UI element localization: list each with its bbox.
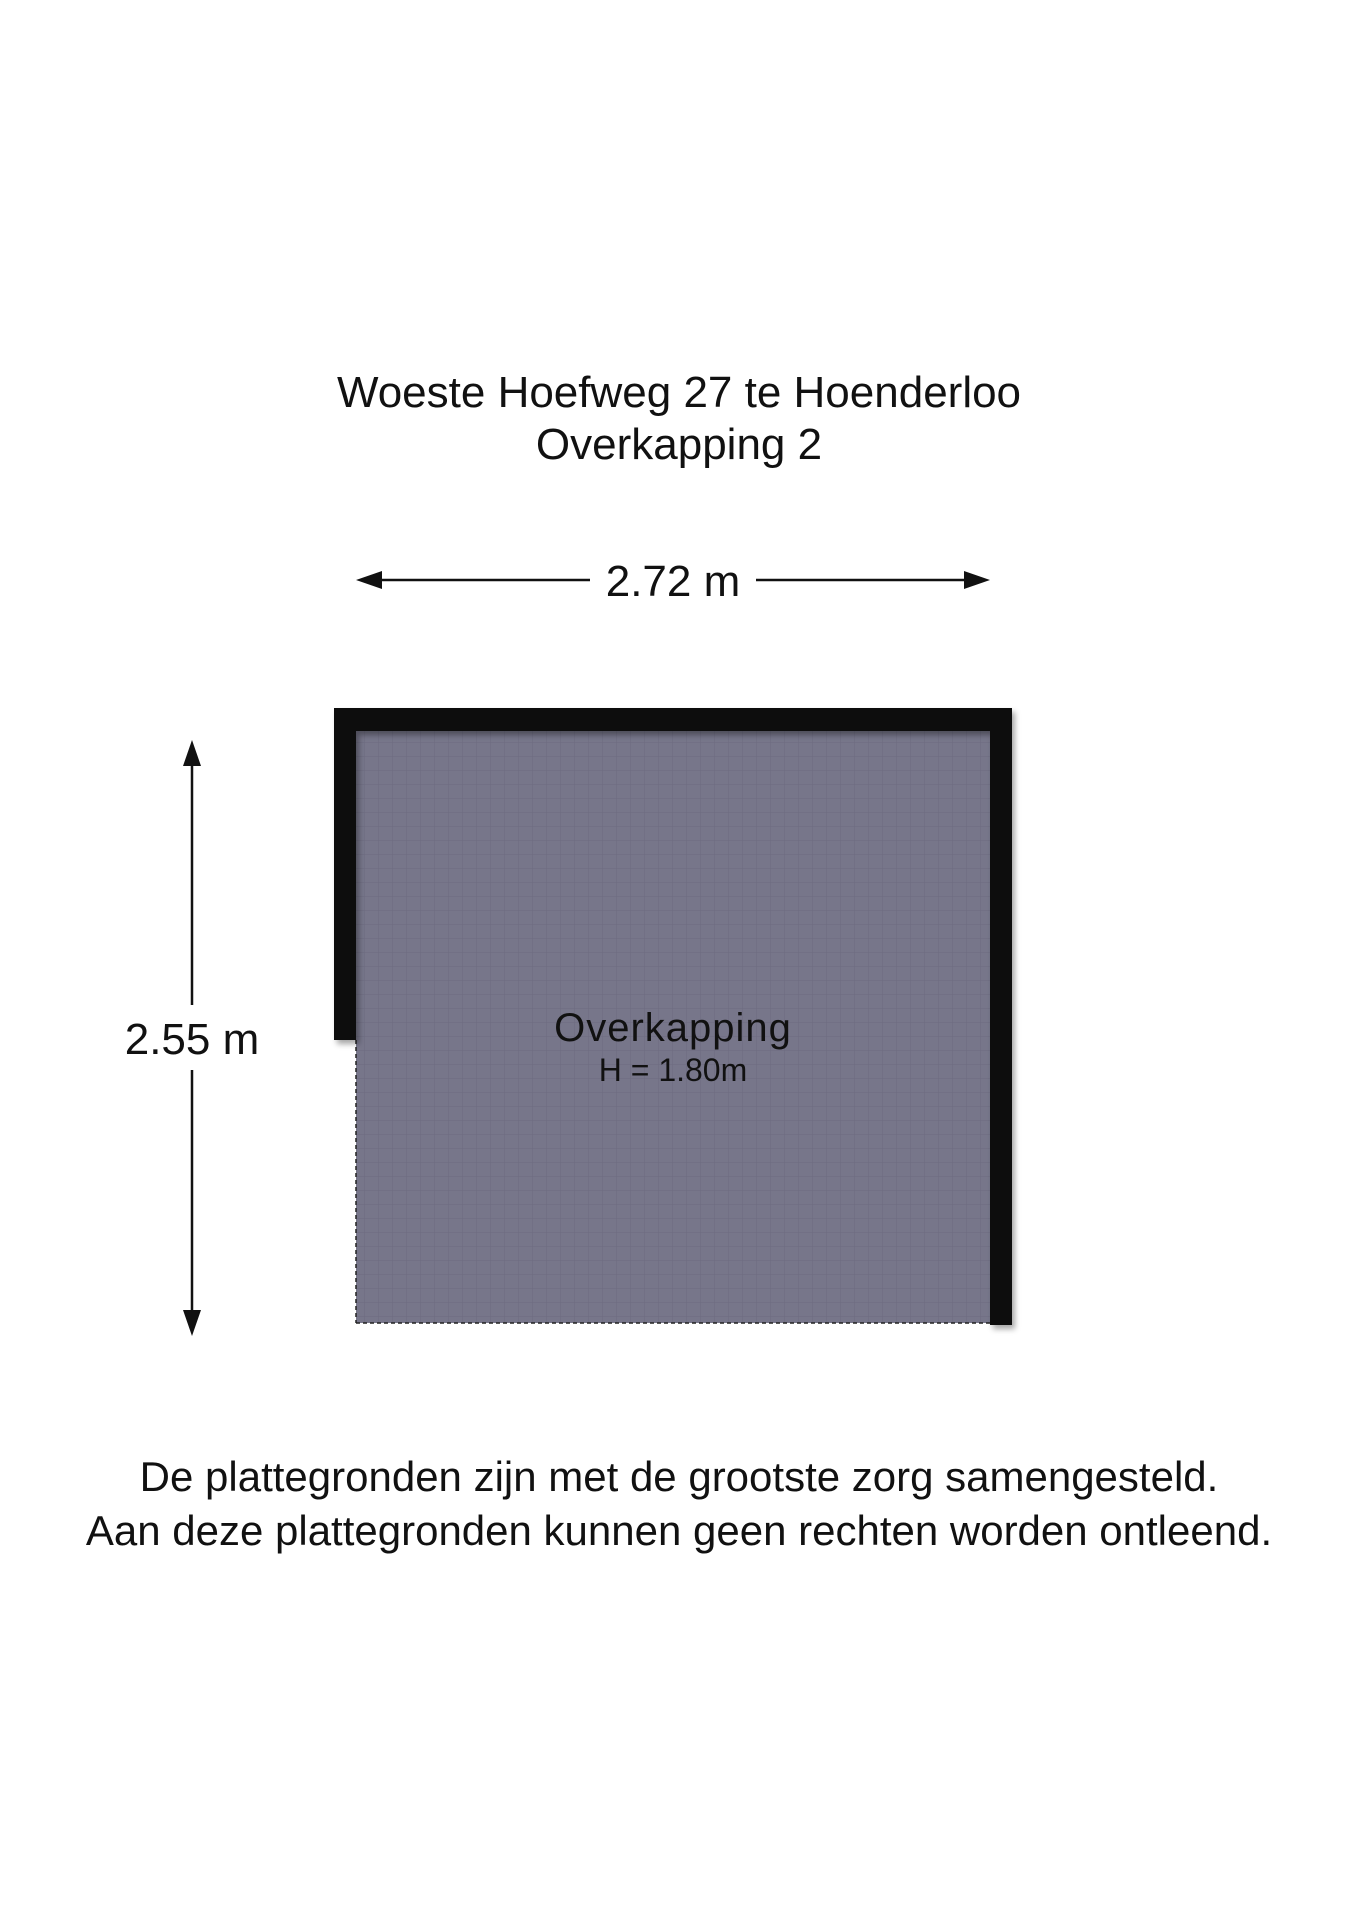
depth-arrow-up-icon [183, 740, 201, 766]
depth-arrow-down-icon [183, 1310, 201, 1336]
width-dimension [356, 557, 990, 606]
wall-left [334, 708, 356, 1040]
width-arrow-right-icon [964, 571, 990, 589]
room-name-label: Overkapping [554, 1006, 792, 1050]
plan-floor-title: Overkapping 2 [535, 420, 823, 469]
width-dimension-label: 2.72 m [605, 557, 741, 606]
depth-dimension [125, 740, 260, 1336]
disclaimer-line-2: Aan deze plattegronden kunnen geen rechten worden ontleend. [85, 1507, 1273, 1554]
plan-address-title: Woeste Hoefweg 27 te Hoenderloo [336, 368, 1022, 417]
wall-right [990, 708, 1012, 1325]
width-arrow-left-icon [356, 571, 382, 589]
depth-dimension-label: 2.55 m [124, 1015, 260, 1064]
room-height-label: H = 1.80m [598, 1052, 748, 1088]
disclaimer-line-1: De plattegronden zijn met de grootste zorg samengesteld. [139, 1453, 1219, 1500]
wall-top [334, 708, 1012, 731]
